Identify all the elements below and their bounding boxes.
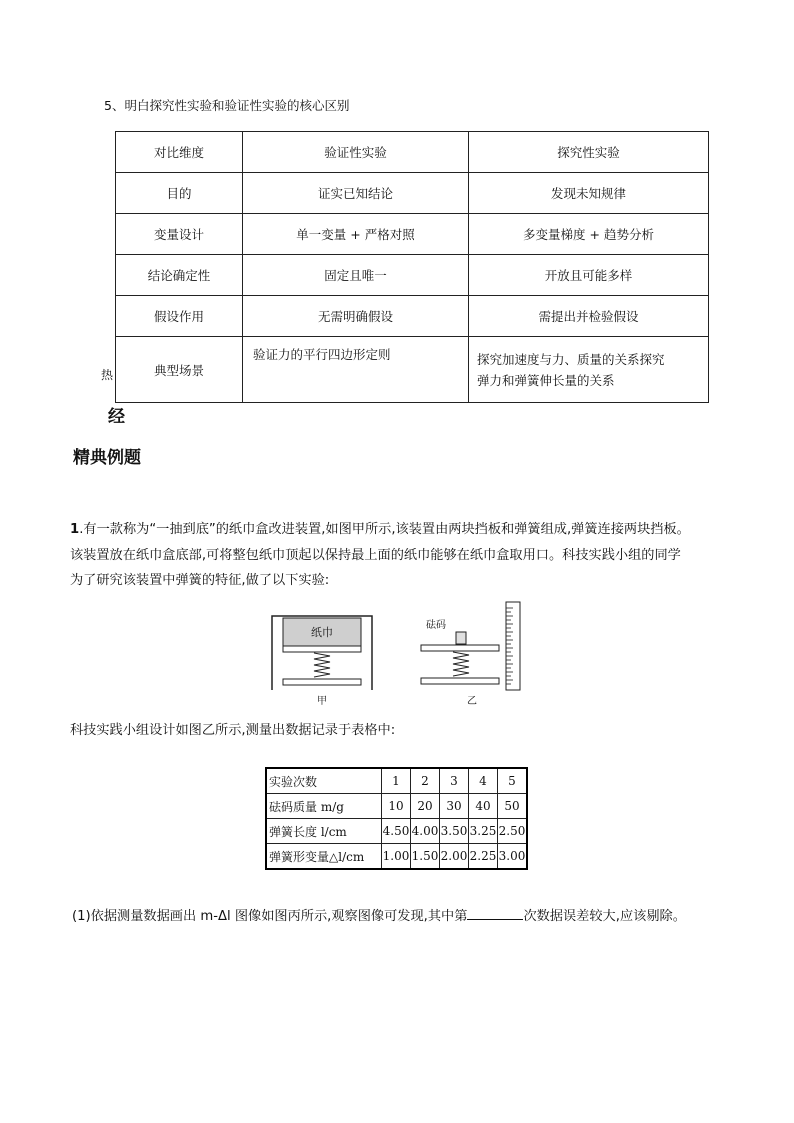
apparatus-figure xyxy=(260,600,532,708)
table-cell: 单一变量 + 严格对照 xyxy=(243,214,469,255)
table-cell xyxy=(469,337,709,403)
table-row xyxy=(266,819,527,844)
table-cell: 证实已知结论 xyxy=(243,173,469,214)
problem-text: .有一款称为“一抽到底”的纸巾盒改进装置,如图甲所示,该装置由两块挡板和弹簧组成,弹簧连接两块挡板。 xyxy=(79,522,690,537)
table-row xyxy=(266,844,527,870)
table-header-cell: 验证性实验 xyxy=(243,132,469,173)
comparison-table xyxy=(115,131,709,403)
table-cell: 结论确定性 xyxy=(116,255,243,296)
table-cell: 5 xyxy=(498,768,528,794)
figure-yi xyxy=(421,602,520,707)
tissue-label: 纸巾 xyxy=(311,626,333,639)
question-1-text-after: 次数据误差较大,应该剔除。 xyxy=(523,909,686,924)
table-cell: 假设作用 xyxy=(116,296,243,337)
table-cell: 1.00 xyxy=(382,844,411,870)
table-row xyxy=(116,337,709,403)
answer-blank[interactable] xyxy=(467,907,523,920)
problem-line-3: 为了研究该装置中弹簧的特征,做了以下实验: xyxy=(70,573,330,588)
scene-line-2: 弹力和弹簧伸长量的关系 xyxy=(477,372,615,388)
table-cell: 发现未知规律 xyxy=(469,173,709,214)
row-label: 实验次数 xyxy=(266,768,382,794)
table-cell: 3.00 xyxy=(498,844,528,870)
stray-char: 经 xyxy=(108,407,125,427)
table-cell: 典型场景 xyxy=(116,337,243,403)
table-row xyxy=(116,255,709,296)
table-cell: 3.50 xyxy=(440,819,469,844)
ruler xyxy=(506,602,520,690)
row-label: 弹簧形变量△l/cm xyxy=(266,844,382,870)
stray-char: 热 xyxy=(101,368,114,382)
table-header-cell: 对比维度 xyxy=(116,132,243,173)
row-label: 砝码质量 m/g xyxy=(266,794,382,819)
table-cell: 40 xyxy=(469,794,498,819)
table-row xyxy=(116,296,709,337)
data-table xyxy=(265,767,528,870)
table-cell: 1.50 xyxy=(411,844,440,870)
table-cell: 目的 xyxy=(116,173,243,214)
table-intro: 科技实践小组设计如图乙所示,测量出数据记录于表格中: xyxy=(70,723,396,738)
table-cell: 2.00 xyxy=(440,844,469,870)
table-cell: 固定且唯一 xyxy=(243,255,469,296)
problem-number: 1 xyxy=(70,522,80,537)
table-cell: 变量设计 xyxy=(116,214,243,255)
table-row xyxy=(266,768,527,794)
problem-line-2: 该装置放在纸巾盒底部,可将整包纸巾顶起以保持最上面的纸巾能够在纸巾盒取用口。科技实践小组的同学 xyxy=(70,548,681,563)
table-cell: 10 xyxy=(382,794,411,819)
caption-yi: 乙 xyxy=(467,696,477,707)
table-row xyxy=(266,794,527,819)
section-title: 精典例题 xyxy=(73,448,141,468)
problem-line-1 xyxy=(70,518,730,542)
scene-line-1: 探究加速度与力、质量的关系探究 xyxy=(477,351,665,367)
question-1-text-before: (1)依据测量数据画出 m-Δl 图像如图丙所示,观察图像可发现,其中第 xyxy=(72,909,468,924)
table-cell: 4.50 xyxy=(382,819,411,844)
table-cell: 需提出并检验假设 xyxy=(469,296,709,337)
table-cell: 4.00 xyxy=(411,819,440,844)
table-header-cell: 探究性实验 xyxy=(469,132,709,173)
table-cell: 1 xyxy=(382,768,411,794)
table-cell: 验证力的平行四边形定则 xyxy=(243,337,469,403)
table-cell: 开放且可能多样 xyxy=(469,255,709,296)
question-1 xyxy=(72,905,686,924)
row-label: 弹簧长度 l/cm xyxy=(266,819,382,844)
weight-block xyxy=(456,632,466,644)
table-cell: 无需明确假设 xyxy=(243,296,469,337)
table-cell: 30 xyxy=(440,794,469,819)
table-row xyxy=(116,214,709,255)
weight-label: 砝码 xyxy=(426,620,446,631)
table-cell: 2.25 xyxy=(469,844,498,870)
table-cell: 多变量梯度 + 趋势分析 xyxy=(469,214,709,255)
caption-jia: 甲 xyxy=(317,696,327,707)
table-row xyxy=(116,132,709,173)
table-cell: 3 xyxy=(440,768,469,794)
table-cell: 50 xyxy=(498,794,528,819)
table-row xyxy=(116,173,709,214)
table-cell: 3.25 xyxy=(469,819,498,844)
heading-item-5: 5、明白探究性实验和验证性实验的核心区别 xyxy=(104,98,350,113)
table-cell: 20 xyxy=(411,794,440,819)
table-cell: 4 xyxy=(469,768,498,794)
figure-jia xyxy=(272,616,372,707)
table-cell: 2 xyxy=(411,768,440,794)
table-cell: 2.50 xyxy=(498,819,528,844)
